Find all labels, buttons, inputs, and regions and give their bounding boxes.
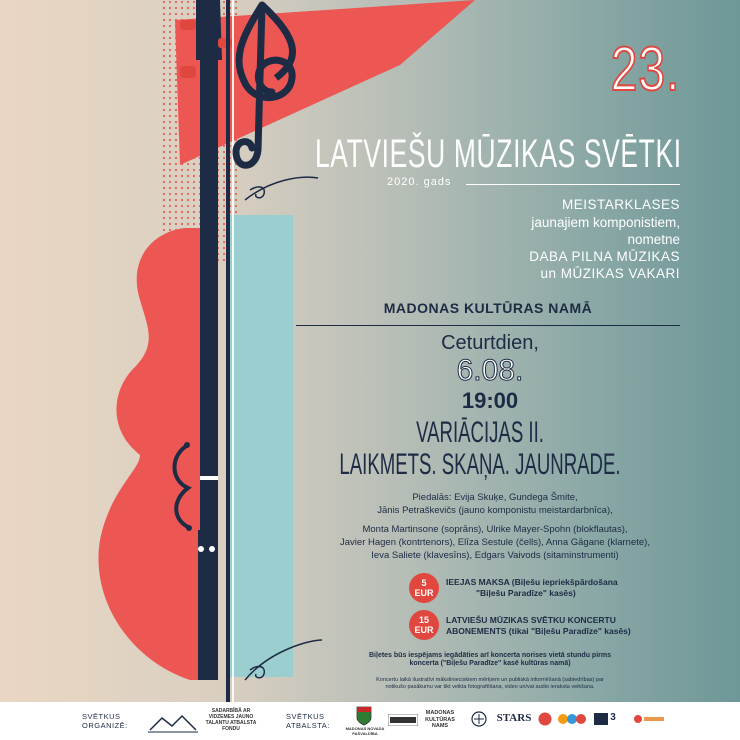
logo-line: TALANTU ATBALSTA <box>205 720 257 726</box>
radio-logo-icon <box>538 712 552 726</box>
concert-title-1: VARIĀCIJAS II. <box>416 416 544 449</box>
price-currency: EUR <box>414 588 434 598</box>
logo-line: SADARBĪBĀ AR <box>211 708 251 714</box>
logo-line: NAMS <box>431 723 449 729</box>
price-description-subscription <box>446 615 631 637</box>
program-line-3: nometne <box>627 232 680 247</box>
logo-line: MADONAS <box>425 710 455 716</box>
weekday: Ceturtdien, <box>441 332 539 354</box>
violin-scroll <box>196 0 222 60</box>
teal-strip <box>226 215 293 677</box>
logo-line: VIDZEMES JAUNO <box>208 714 254 720</box>
divider <box>466 184 680 185</box>
madona-coat-of-arms-icon <box>356 706 372 726</box>
price-badge-subscription <box>409 610 439 640</box>
program-line-2: jaunajiem komponistiem, <box>531 215 680 230</box>
price-line-1: IEEJAS MAKSA (Biļešu iepriekšpārdošana <box>446 577 618 587</box>
price-description-single <box>446 577 618 599</box>
performers-line-2: Javier Hagen (kontrtenors), Elīza Sestule (čells), Anna Gāgane (klarnete), <box>340 537 650 548</box>
violin-body <box>98 228 205 680</box>
organizers-label <box>82 712 128 730</box>
program-line-1: MEISTARKLASES <box>561 197 680 212</box>
performers-line-1: Monta Martinsone (soprāns), Ulrike Mayer-Spohn (blokflautas), <box>362 524 628 535</box>
event-time: 19:00 <box>461 388 519 413</box>
logo-line: PAŠVALDĪBA <box>352 730 378 736</box>
logo-line: KULTŪRAS <box>425 716 455 723</box>
participants-line-2: Jānis Petraškevičs (jauno komponistu meistardarbnīca), <box>377 505 613 516</box>
year-label: 2020. gads <box>387 176 452 188</box>
culture-emblem-icon <box>470 710 488 728</box>
venue: MADONAS KULTŪRAS NAMĀ <box>383 300 593 316</box>
tv3-logo: 3 <box>610 712 616 723</box>
program-line-4: DABA PILNA MŪZIKAS <box>529 249 680 264</box>
program-line-5-pre: un <box>540 266 561 281</box>
tickets-note-1: Biļetes būs iespējams iegādāties arī koncerta norises vietā stundu pirms <box>369 652 611 659</box>
disclaimer-1: Koncertu laikā ilustratīvi mākslinieciskiem mērķiem un publiskā informēšanā (sabiedrības) par <box>376 677 604 683</box>
divider <box>296 325 680 326</box>
price-currency: EUR <box>414 625 434 635</box>
organizer-logo-text <box>196 708 266 732</box>
event-date: 6.08. <box>456 354 524 387</box>
supporters-label <box>286 712 330 730</box>
madona-logo-text <box>342 727 388 736</box>
sponsor-bar-logo <box>388 714 418 726</box>
tickets-note-2: koncerta ("Biļešu Paradīze" kasē kultūras namā) <box>409 660 571 667</box>
logo-line: MADONAS NOVADA <box>345 726 385 731</box>
kulturas-nams-logo <box>422 710 458 730</box>
organizers-label-line: SVĒTKUS <box>82 712 121 721</box>
program-line-5-main: MŪZIKAS VAKARI <box>560 266 680 281</box>
price-badge-single <box>409 573 439 603</box>
organizers-label-line: ORGANIZĒ: <box>82 721 128 730</box>
sponsors-footer <box>0 702 740 740</box>
price-line-1: LATVIEŠU MŪZIKAS SVĒTKU KONCERTU <box>446 615 616 625</box>
stars-logo: STARS <box>496 712 532 724</box>
participants-line-1: Piedalās: Evija Skuķe, Gundega Šmite, <box>412 492 578 503</box>
price-amount: 15 <box>418 615 429 625</box>
price-line-2: ABONEMENTS (tikai "Biļešu Paradīze" kasēs) <box>446 626 631 636</box>
price-amount: 5 <box>421 578 427 588</box>
media-logo-icon <box>558 713 586 725</box>
organizer-logo-icon <box>148 712 198 734</box>
performers-line-3: Ieva Saliete (klavesīns), Edgars Vaivods (sitaminstrumenti) <box>371 550 619 561</box>
violin-bow <box>226 0 230 702</box>
disclaimer-2: notikušo pasākumu var tikt veikta fotografēšana, video un/vai audio ieraksta veikšana. <box>385 684 595 690</box>
program-line-5 <box>540 266 680 281</box>
concert-title-2: LAIKMETS. SKAŅA. JAUNRADE. <box>339 448 621 481</box>
edition-number: 23. <box>610 35 680 104</box>
logo-line: FONDU <box>222 726 240 732</box>
price-line-2: "Biļešu Paradīze" kasēs) <box>476 588 576 598</box>
supporters-label-line: SVĒTKUS <box>286 712 325 721</box>
partner-logo-icon <box>634 714 664 724</box>
supporters-label-line: ATBALSTA: <box>286 721 330 730</box>
festival-title: LATVIEŠU MŪZIKAS SVĒTKI <box>315 132 682 176</box>
